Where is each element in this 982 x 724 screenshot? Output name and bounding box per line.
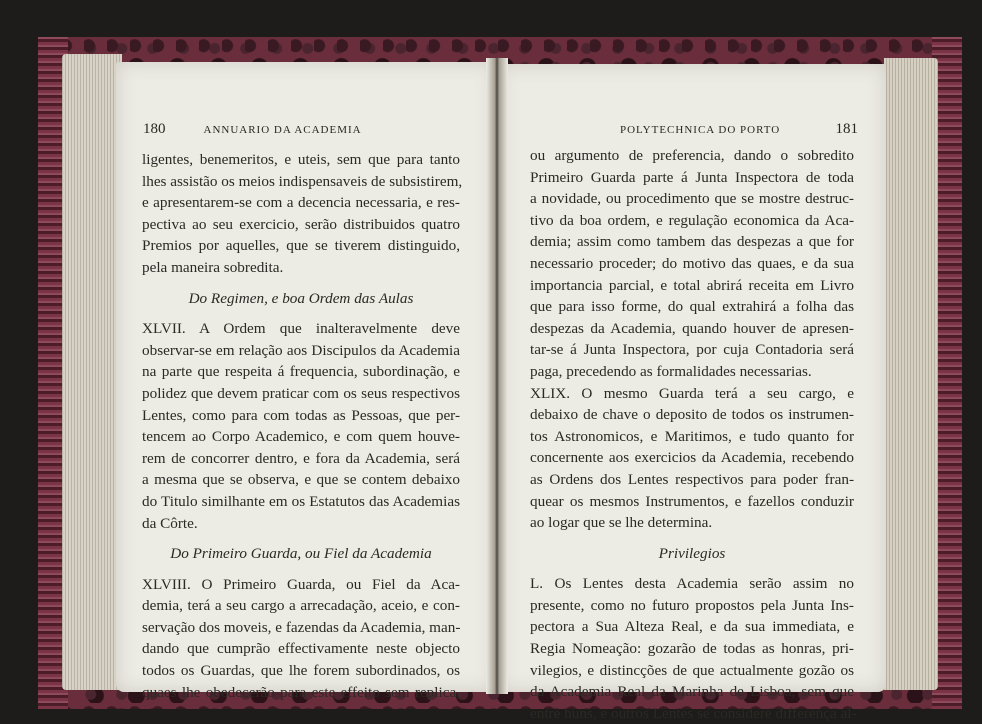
text-line: tivo da boa ordem, e regulação economica da Aca- (530, 211, 854, 229)
left-page-text (142, 149, 463, 703)
text-line: tar-se á Junta Inspectora, por cuja Contadoria será (530, 341, 854, 359)
text-line: Premios por aquelles, que se tiverem distinguido, (142, 237, 460, 255)
right-page-text (530, 145, 857, 724)
text-line: servação dos moveis, e fazendas da Academia, man- (142, 618, 461, 636)
text-line: presente, como no futuro propostos pela Junta Ins- (530, 596, 854, 614)
text-line: vilegios, e distincções de que actualmente gozão os (530, 661, 854, 679)
right-block-2 (530, 383, 854, 534)
text-line: necessario proceder; do motivo das quaes, e da sua (530, 254, 854, 272)
text-line: do Titulo similhante em os Estatutos das Academias (142, 492, 460, 510)
text-line: quaes lhe obedecerão para este effeito sem replica, (142, 683, 460, 701)
text-line: da Academia Real da Marinha de Lisboa, sem que (530, 683, 854, 701)
right-block-1 (530, 145, 854, 383)
text-line: polidez que devem praticar com os seus respectivos (142, 384, 460, 402)
text-line: quear os mesmos Instrumentos, e fazellos conduzir (530, 492, 854, 510)
text-line: ou argumento de preferencia, dando o sobredito (530, 147, 854, 164)
left-block-2 (142, 318, 460, 534)
text-line: XLVII. A Ordem que inalteravelmente deve (142, 320, 460, 338)
text-line: pectiva ao seu exercicio, serão distribuidos quatro (142, 215, 460, 233)
text-line: rem de concorrer dentro, e fora da Academia, será (142, 449, 460, 467)
left-block-3 (142, 574, 460, 704)
text-line: Regia Nomeação: gozarão de todas as honras, pri- (530, 640, 854, 658)
left-page-header (143, 121, 473, 138)
text-line: demia, terá a seu cargo a arrecadação, aceio, e con- (142, 597, 460, 615)
text-line: despezas da Academia, quando houver de apresen- (530, 319, 854, 337)
left-block-1 (142, 149, 463, 279)
text-line: dando que cumprão effectivamente neste objecto (142, 640, 460, 658)
text-line: as Ordens dos Lentes respectivos para poder fran- (530, 470, 854, 488)
right-running-head: POLYTECHNICA DO PORTO (620, 124, 781, 136)
text-line: L. Os Lentes desta Academia serão assim no (530, 575, 854, 593)
text-line: a novidade, ou procedimento que se mostre destruc- (530, 190, 854, 208)
text-line: ao logar que se lhe determina. (530, 514, 713, 532)
text-line: que para isso forme, do qual extrahirá a folha das (530, 298, 854, 316)
section-heading: Do Primeiro Guarda, ou Fiel da Academia (170, 545, 432, 563)
section-heading: Privilegios (658, 544, 726, 562)
section-heading: Do Regimen, e boa Ordem das Aulas (188, 289, 414, 307)
text-line: paga, precedendo as formalidades necessarias. (530, 362, 812, 380)
text-line: da Côrte. (142, 514, 198, 532)
text-line: a mesma que se observa, e que se contem debaixo (142, 471, 460, 489)
page-block-edge-right (884, 58, 938, 690)
text-line: tencem ao Corpo Academico, e com quem houve- (142, 428, 460, 446)
right-page-number: 181 (835, 121, 858, 137)
text-line: todos os Guardas, que lhe forem subordinados, os (142, 662, 460, 680)
text-line: observar-se em relação aos Discipulos da Academia (142, 341, 460, 359)
text-line: concernente aos exercicios da Academia, recebendo (530, 449, 854, 467)
text-line: pela maneira sobredita. (142, 258, 284, 276)
text-line: demia; assim como tambem das despezas a que for (530, 233, 854, 251)
text-line: Lentes, como para com todas as Pessoas, que per- (142, 406, 460, 424)
right-page-header (620, 121, 858, 138)
text-line: ligentes, benemeritos, e uteis, sem que para tanto (142, 151, 460, 168)
text-line: lhes assistão os meios indispensaveis de subsistirem, (142, 172, 463, 190)
left-page-number: 180 (143, 121, 166, 137)
text-line: pectora a Sua Alteza Real, e da sua immediata, e (530, 618, 854, 636)
right-block-3 (530, 573, 857, 724)
book-gutter (486, 58, 508, 694)
text-line: importancia parcial, e total abrirá receita em Livro (530, 276, 854, 294)
text-line: entre huns, e outros Lentes se considere differença al- (530, 704, 857, 722)
text-line: XLIX. O mesmo Guarda terá a seu cargo, e (530, 384, 854, 402)
page-block-edge-left (62, 54, 122, 690)
text-line: tos Astronomicos, e Maritimos, e tudo quanto for (530, 427, 854, 445)
text-line: e apresentarem-se com a decencia necessaria, e res- (142, 194, 460, 212)
text-line: debaixo de chave o deposito de todos os instrumen- (530, 406, 854, 424)
text-line: Primeiro Guarda parte á Junta Inspectora de toda (530, 168, 854, 186)
left-running-head: ANNUARIO DA ACADEMIA (203, 124, 362, 136)
text-line: XLVIII. O Primeiro Guarda, ou Fiel da Aca- (142, 575, 460, 593)
text-line: na parte que respeita á frequencia, subordinação, e (142, 363, 460, 381)
